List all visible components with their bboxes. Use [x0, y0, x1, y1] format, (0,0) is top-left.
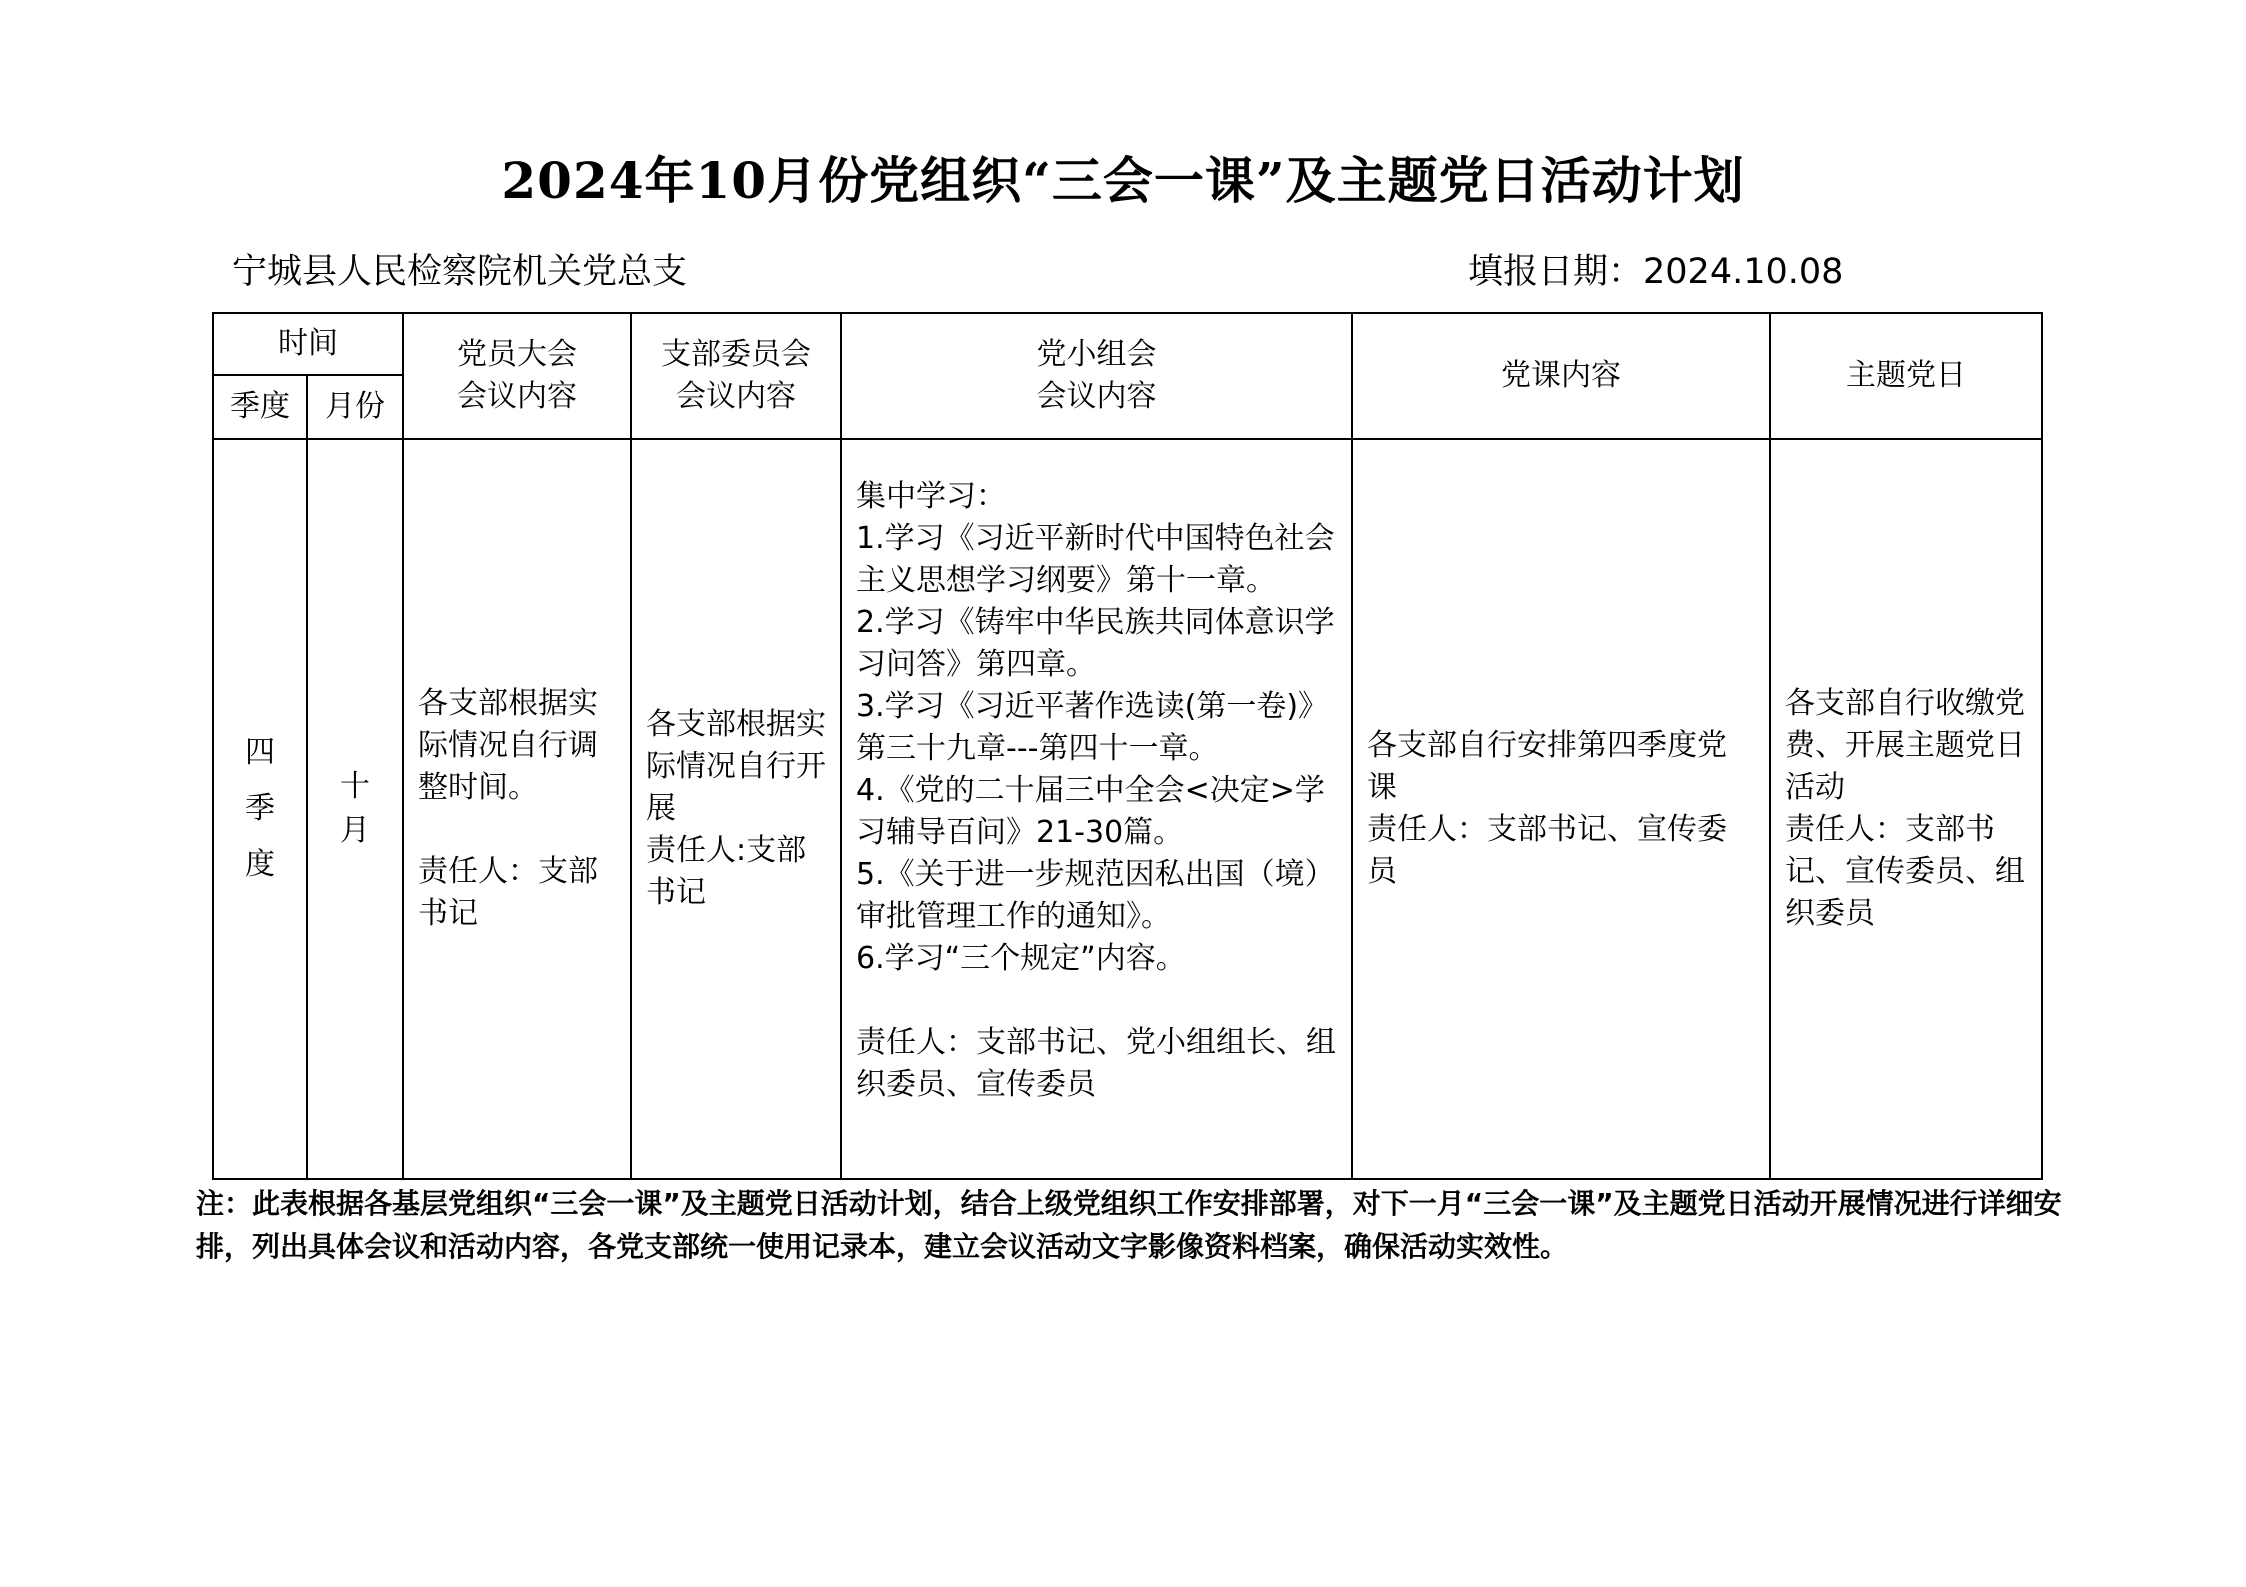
header-row — [213, 313, 2042, 375]
fill-date-label: 填报日期： — [1468, 252, 1644, 292]
cell-branch-committee — [631, 439, 841, 1179]
cell-party-congress — [403, 439, 631, 1179]
month-text: 十 月 — [340, 769, 370, 848]
header-group-meeting-line1: 党小组会 — [1036, 337, 1157, 372]
header-theme-day: 主题党日 — [1770, 313, 2042, 439]
cell-group-meeting — [841, 439, 1352, 1179]
header-group-meeting-line2: 会议内容 — [1036, 379, 1157, 414]
activity-plan-table — [212, 312, 2043, 1180]
page-title: 2024年10月份党组织“三会一课”及主题党日活动计划 — [501, 151, 1745, 210]
header-group-meeting — [841, 313, 1352, 439]
party-lecture-content: 各支部自行安排第四季度党课 责任人：支部书记、宣传委员 — [1367, 728, 1727, 889]
cell-month — [307, 439, 403, 1179]
theme-day-content: 各支部自行收缴党费、开展主题党日活动 责任人：支部书记、宣传委员、组织委员 — [1785, 686, 2025, 931]
fill-date-value: 2024.10.08 — [1643, 252, 1844, 292]
organization-name: 宁城县人民检察院机关党总支 — [232, 252, 688, 292]
cell-party-lecture — [1352, 439, 1770, 1179]
footnote: 注：此表根据各基层党组织“三会一课”及主题党日活动计划，结合上级党组织工作安排部署，对下一月“三会一课”及主题党日活动开展情况进行详细安排，列出具体会议和活动内容，各党支部统一使用记录本，建立会议活动文字影像资料档案，确保活动实效性。 — [196, 1187, 2062, 1263]
header-party-congress-line2: 会议内容 — [457, 379, 577, 414]
branch-committee-content: 各支部根据实际情况自行开展 责任人:支部书记 — [646, 707, 826, 910]
header-party-congress-line1: 党员大会 — [457, 337, 577, 372]
header-party-lecture: 党课内容 — [1352, 313, 1770, 439]
header-time: 时间 — [213, 313, 403, 375]
header-branch-committee — [631, 313, 841, 439]
cell-theme-day — [1770, 439, 2042, 1179]
cell-season — [213, 439, 307, 1179]
header-branch-committee-line1: 支部委员会 — [661, 337, 811, 372]
header-season: 季度 — [213, 375, 307, 439]
table-row — [213, 439, 2042, 1179]
header-month: 月份 — [307, 375, 403, 439]
season-text: 四 季 度 — [245, 735, 275, 882]
header-party-congress — [403, 313, 631, 439]
header-branch-committee-line2: 会议内容 — [676, 379, 796, 414]
party-congress-content: 各支部根据实际情况自行调整时间。 责任人：支部书记 — [418, 686, 598, 931]
fill-date — [1468, 250, 1843, 294]
group-meeting-content: 集中学习： 1.学习《习近平新时代中国特色社会主义思想学习纲要》第十一章。 2.学习《铸牢中华民族共同体意识学习问答》第四章。 3.学习《习近平著作选读(第一卷)》第三十九章---第四十一章。 4.《党的二十届三中全会<决定>学习辅导百问》21-30篇。 5.《关于进一步规范因私出国（境）审批管理工作的通知》。 6.学习“三个规定”内容。 责任人：支部书记、党小组组长、组织委员、宣传委员 — [856, 479, 1336, 1102]
